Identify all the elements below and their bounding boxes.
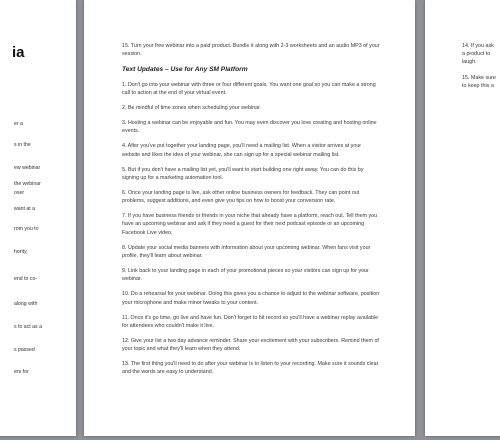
text-fragment: want at a (14, 206, 36, 212)
text-fragment: oser (14, 190, 25, 196)
text-fragment: along with (14, 301, 38, 307)
list-item: 11. Once it's go time, go live and have fun. Don't forget to hit record so you'll have a webinar replay available for attendees who couldn't make it live. (122, 314, 379, 329)
list-item (462, 74, 500, 90)
list-item: 1. Don't go into your webinar with three or four different goals. You want one goal so you can make a strong call to action at the end of your virtual event. (122, 81, 376, 96)
text-fragment: rom you to (14, 226, 39, 232)
text-line: to keep this a (462, 82, 494, 89)
page-body (122, 42, 380, 384)
list-item: 9. Link back to your landing page in each of your promotional pieces so your visitors can sign up for your webinar. (122, 268, 369, 283)
text-fragment: ew webinar (14, 165, 41, 171)
next-page[interactable] (425, 0, 500, 436)
text-fragment: ers for (14, 369, 29, 375)
text-line: 14. If you ask (462, 43, 494, 49)
list-item: 4. After you've put together your landing page, you'll need a mailing list. When a visitor arrives at your website and likes the idea of your webinar, she can sign up for a special webinar mailing list. (122, 143, 362, 158)
text-fragment: end to co- (14, 276, 38, 282)
text-line: a product to (462, 51, 491, 58)
list-item: 2. Be mindful of time zones when scheduling your webinar. (122, 104, 262, 111)
text-fragment: s to act as a (14, 324, 42, 330)
previous-page[interactable] (0, 0, 76, 436)
text-fragment: s passed (14, 347, 35, 353)
list-item: 3. Hosting a webinar can be enjoyable and fun. You may even discover you love creating and hosting online events. (122, 120, 377, 135)
page-body (462, 42, 500, 97)
list-item: 12. Give your list a two day advance reminder. Share your excitement with your subscribers. Remind them of your topic and what they'll learn when they attend. (122, 337, 379, 353)
section-title: Text Updates – Use for Any SM Platform (122, 66, 248, 74)
list-item: 7. If you have business friends or friends in your niche that already have a platform, reach out. Tell them you have an upcoming webinar and ask if they need a guest for their next podcast episode or an upcoming Facebook Live video. (122, 213, 378, 236)
text-fragment: the webinar (14, 181, 41, 187)
text-fragment: er a (14, 121, 23, 127)
list-item: 8. Update your social media banners with information about your upcoming webinar. When fans visit your profile, they'll learn about webinar. (122, 244, 371, 259)
list-item: 13. The first thing you'll need to do after your webinar is to listen to your recording. Make sure it sounds clear and the words are easy to understand. (122, 361, 379, 376)
list-item (462, 42, 500, 67)
list-item: 10. Do a rehearsal for your webinar. Doing this gives you a chance to adjust to the webinar software, position your microphone and make minor tweaks to your content. (122, 291, 380, 306)
list-item: 5. But if you don't have a mailing list yet, you'll want to start building one right away. You can do this by signing up for a marketing automation tool. (122, 166, 364, 181)
text-fragment: hority. (14, 249, 28, 255)
list-item: 15. Turn your free webinar into a paid product. Bundle it along with 2-3 worksheets and an audio MP3 of your session. (122, 43, 380, 58)
text-fragment: s in the (14, 142, 31, 148)
page-heading-fragment: ia (12, 44, 25, 61)
current-page[interactable] (84, 0, 415, 436)
list-item: 6. Once your landing page is live, ask other online business owners for feedback. They can point out problems, suggest additions, and even give you tips on how to boost your conversion rate. (122, 189, 360, 205)
text-line: 15. Make sure (462, 74, 496, 81)
text-line: laugh. (462, 59, 477, 66)
